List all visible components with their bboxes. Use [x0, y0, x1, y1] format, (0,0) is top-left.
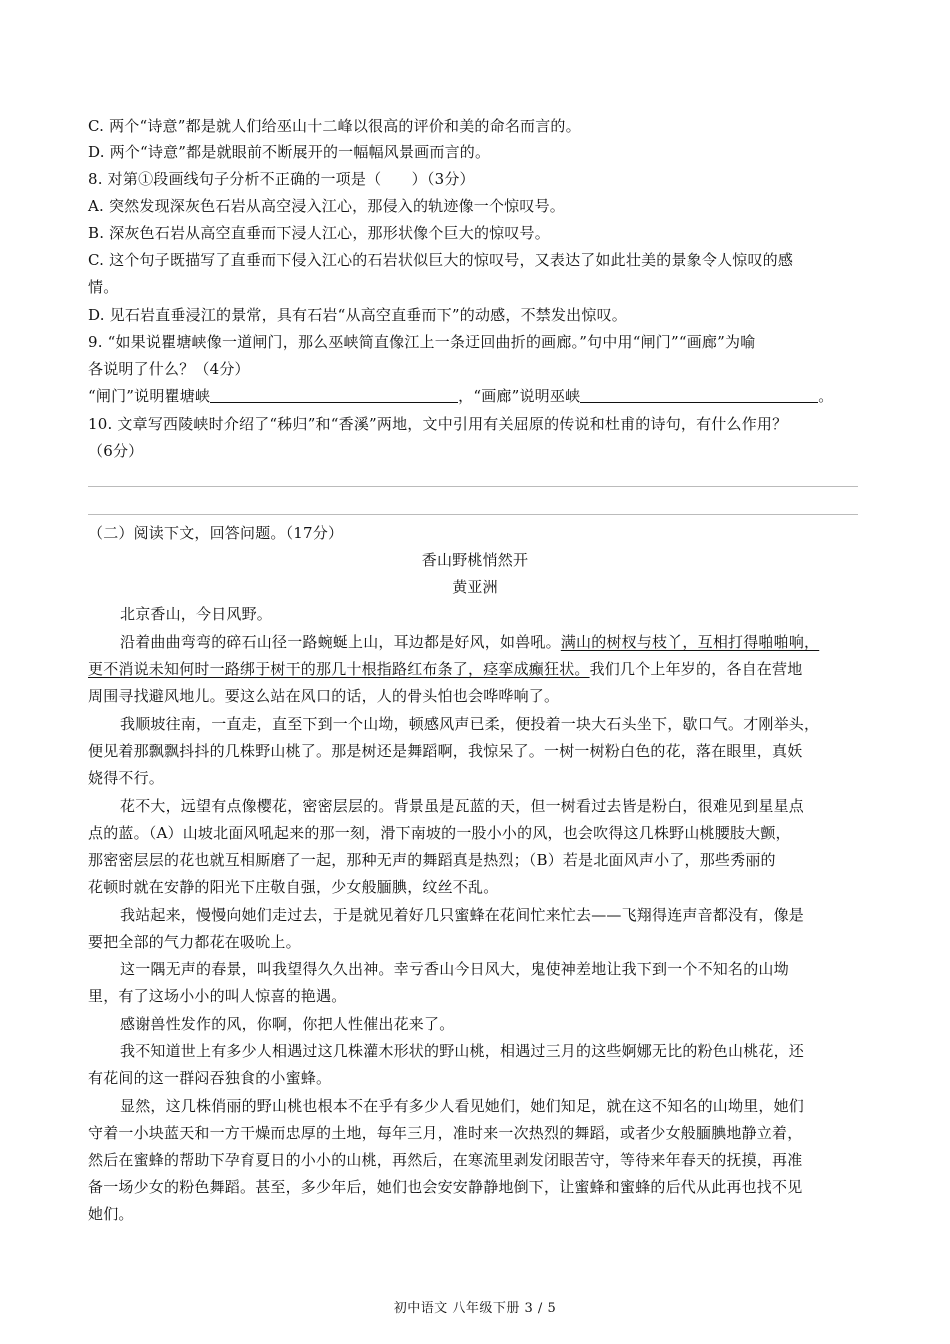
paragraph-6-line1: 这一隅无声的春景，叫我望得久久出神。幸亏香山今日风大，鬼使神差地让我下到一个不知名的山坳	[120, 960, 789, 978]
q9-stem-line2: 各说明了什么？（4分）	[88, 360, 250, 378]
paragraph-1: 北京香山，今日风野。	[120, 605, 273, 623]
paragraph-6-line2: 里，有了这场小小的叫人惊喜的艳遇。	[88, 987, 347, 1005]
q7-option-c: C. 两个“诗意”都是就人们给巫山十二峰以很高的评价和美的命名而言的。	[88, 117, 581, 135]
paragraph-4-line2: 点的蓝。（A）山坡北面风吼起来的那一刻，滑下南坡的一股小小的风，也会吹得这几株野山桃腰肢大颤，	[88, 824, 791, 842]
q9-answer-a-label: “闸门”说明瞿塘峡	[88, 387, 211, 405]
paragraph-4-line4: 花顿时就在安静的阳光下庄敬自强，少女般腼腆，纹丝不乱。	[88, 878, 499, 896]
section2-heading: （二）阅读下文，回答问题。（17分）	[88, 524, 344, 542]
q9-answer-b-blank[interactable]	[580, 387, 818, 403]
p2-text-cont: 我们几个上年岁的，各自在营地	[589, 660, 803, 678]
q10-stem-line2: （6分）	[88, 442, 144, 460]
paragraph-3-line1: 我顺坡往南，一直走，直至下到一个山坳，顿感风声已柔，便投着一块大石头坐下，歇口气。才刚举头，	[120, 715, 820, 733]
paragraph-4-line1: 花不大，远望有点像樱花，密密层层的。背景虽是瓦蓝的天，但一树看过去皆是粉白，很难见到星星点	[120, 797, 805, 815]
paragraph-2-line2	[88, 659, 868, 679]
q10-stem-line1: 10. 文章写西陵峡时介绍了“秭归”和“香溪”两地，文中引用有关屈原的传说和杜甫的诗句，有什么作用？	[88, 415, 788, 433]
q10-answer-line-2[interactable]	[88, 514, 858, 515]
q9-stem-line1: 9. “如果说瞿塘峡像一道闸门，那么巫峡简直像江上一条迂回曲折的画廊。”句中用“闸门”“画廊”为喻	[88, 333, 756, 351]
paragraph-7: 感谢兽性发作的风，你啊，你把人性催出花来了。	[120, 1015, 455, 1033]
page-footer: 初中语文 八年级下册 3 / 5	[393, 1301, 557, 1316]
q9-answer-line	[88, 386, 868, 406]
q7-option-d: D. 两个“诗意”都是就眼前不断展开的一幅幅风景画而言的。	[88, 143, 491, 161]
q9-answer-a-blank[interactable]	[210, 387, 458, 403]
paragraph-8-line2: 有花间的这一群闷吞独食的小蜜蜂。	[88, 1069, 332, 1087]
p2-text: 沿着曲曲弯弯的碎石山径一路蜿蜒上山，耳边都是好风，如兽吼。	[120, 633, 561, 651]
q8-option-d: D. 见石岩直垂浸江的景常，具有石岩“从高空直垂而下”的动感，不禁发出惊叹。	[88, 306, 627, 324]
paragraph-9-line3: 然后在蜜蜂的帮助下孕育夏日的小小的山桃，再然后，在寒流里剥发闭眼苦守，等待来年春天的抚摸，再准	[88, 1151, 803, 1169]
paragraph-3-line2: 便见着那飘飘抖抖的几株野山桃了。那是树还是舞蹈啊，我惊呆了。一树一树粉白色的花，落在眼里，真妖	[88, 742, 803, 760]
paragraph-2-line3: 周围寻找避风地儿。要这么站在风口的话，人的骨头怕也会哗哗响了。	[88, 687, 560, 705]
paragraph-8-line1: 我不知道世上有多少人相遇过这几株灌木形状的野山桃，相遇过三月的这些婀娜无比的粉色山桃花，还	[120, 1042, 805, 1060]
paragraph-5-line1: 我站起来，慢慢向她们走过去，于是就见着好几只蜜蜂在花间忙来忙去——飞翔得连声音都没有，像是	[120, 906, 805, 924]
paragraph-4-line3: 那密密层层的花也就互相厮磨了一起，那种无声的舞蹈真是热烈；（B）若是北面风声小了，那些秀丽的	[88, 851, 776, 869]
q8-option-b: B. 深灰色石岩从高空直垂而下浸人江心，那形状像个巨大的惊叹号。	[88, 224, 550, 242]
q8-option-c-line1: C. 这个句子既描写了直垂而下侵入江心的石岩状似巨大的惊叹号，又表达了如此壮美的景象令人惊叹的感	[88, 251, 794, 269]
underlined-sentence-part1: 满山的树杈与枝丫，互相打得啪啪响，	[560, 633, 820, 651]
paragraph-9-line4: 备一场少女的粉色舞蹈。甚至，多少年后，她们也会安安静静地倒下，让蜜蜂和蜜蜂的后代从此再也找不见	[88, 1178, 803, 1196]
q8-option-a: A. 突然发现深灰色石岩从高空浸入江心，那侵入的轨迹像一个惊叹号。	[88, 197, 565, 215]
paragraph-9-line1: 显然，这几株俏丽的野山桃也根本不在乎有多少人看见她们，她们知足，就在这不知名的山坳里，她们	[120, 1097, 805, 1115]
paragraph-3-line3: 娆得不行。	[88, 769, 165, 787]
paragraph-2-line1	[120, 632, 900, 652]
paragraph-9-line2: 守着一小块蓝天和一方干燥而忠厚的土地，每年三月，准时来一次热烈的舞蹈，或者少女般腼腆地静立着，	[88, 1124, 803, 1142]
paragraph-5-line2: 要把全部的气力都花在吸吮上。	[88, 933, 301, 951]
underlined-sentence-part2: 更不消说未知何时一路绑于树干的那几十根指路红布条了，痉挛成癫狂状。	[88, 660, 590, 678]
q8-stem: 8. 对第①段画线句子分析不正确的一项是（ ）（3分）	[88, 170, 475, 188]
article-author: 黄亚洲	[452, 578, 498, 596]
q9-answer-b-label: ，“画廊”说明巫峡	[458, 387, 581, 405]
q10-answer-line-1[interactable]	[88, 486, 858, 487]
q9-answer-end: 。	[818, 387, 834, 405]
paragraph-9-line5: 她们。	[88, 1205, 134, 1223]
q8-option-c-line2: 情。	[88, 278, 119, 296]
article-title: 香山野桃悄然开	[421, 551, 529, 569]
